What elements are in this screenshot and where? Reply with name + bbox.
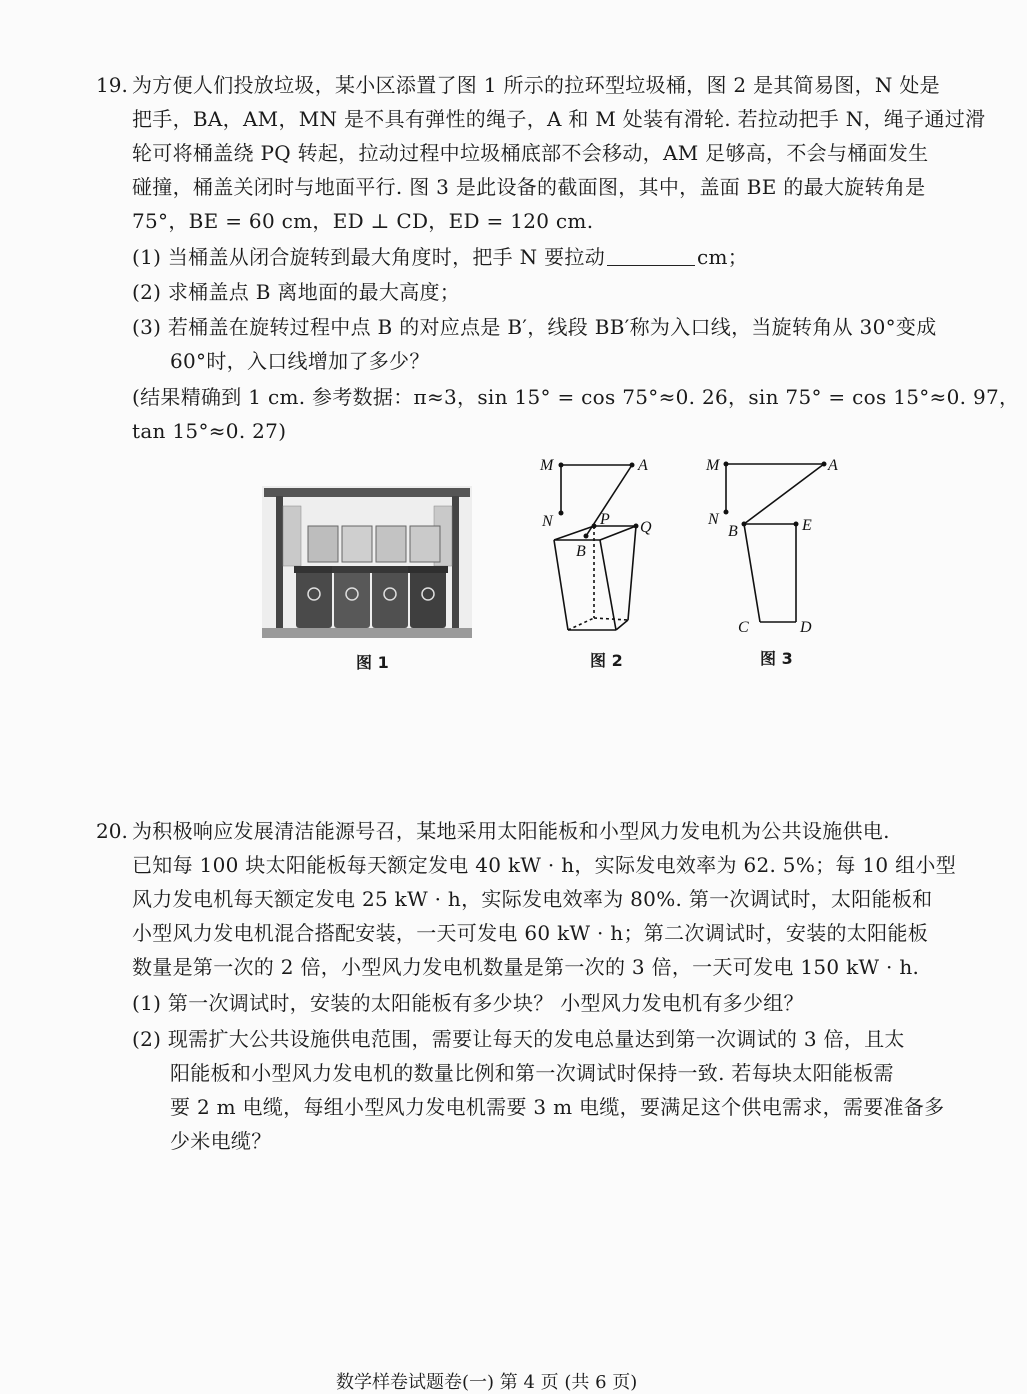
fig2-label-b: B — [576, 543, 586, 560]
q20-line-5: 数量是第一次的 2 倍，小型风力发电机数量是第一次的 3 倍，一天可发电 150 kW · h. — [132, 955, 920, 979]
fig2-label-a: A — [638, 457, 648, 474]
figure-3-diagram — [700, 450, 850, 640]
q19-number: 19. — [96, 73, 128, 97]
figure-1-caption: 图 1 — [356, 653, 389, 672]
figure-1-photo — [262, 486, 472, 638]
fig2-label-p: P — [600, 511, 610, 528]
q20-sub2-line-4: 少米电缆？ — [170, 1129, 272, 1153]
q19-line-3: 轮可将桶盖绕 PQ 转起，拉动过程中垃圾桶底部不会移动，AM 足够高，不会与桶面发生 — [132, 141, 929, 165]
fig3-label-d: D — [800, 619, 812, 636]
q19-note-line-1: (结果精确到 1 cm. 参考数据：π≈3，sin 15° = cos 75°≈0. 26，sin 75° = cos 15°≈0. 97， — [132, 385, 1020, 409]
q19-note-line-2: tan 15°≈0. 27) — [132, 419, 287, 443]
page-footer: 数学样卷试题卷(一) 第 4 页 (共 6 页) — [336, 1372, 638, 1393]
q20-sub1: (1) 第一次调试时，安装的太阳能板有多少块？ 小型风力发电机有多少组？ — [132, 991, 804, 1015]
fig3-label-c: C — [738, 619, 749, 636]
q19-line-5: 75°，BE = 60 cm，ED ⊥ CD，ED = 120 cm. — [132, 209, 594, 233]
q20-number: 20. — [96, 819, 128, 843]
fig3-label-b: B — [728, 523, 738, 540]
answer-blank — [607, 247, 695, 266]
fig2-label-m: M — [540, 457, 554, 474]
q20-line-4: 小型风力发电机混合搭配安装，一天可发电 60 kW · h；第二次调试时，安装的太阳能板 — [132, 921, 928, 945]
q20-line-1: 为积极响应发展清洁能源号召，某地采用太阳能板和小型风力发电机为公共设施供电. — [132, 819, 890, 843]
fig3-label-m: M — [706, 457, 720, 474]
fig3-label-e: E — [802, 517, 812, 534]
q19-sub1-text: (1) 当桶盖从闭合旋转到最大角度时，把手 N 要拉动 — [132, 245, 606, 269]
q19-sub3-line-2: 60°时，入口线增加了多少？ — [170, 349, 430, 373]
fig2-label-q: Q — [640, 519, 652, 536]
fig2-label-n: N — [542, 513, 553, 530]
figure-2-diagram — [530, 450, 670, 640]
fig3-label-n: N — [708, 511, 719, 528]
figure-3-caption: 图 3 — [760, 649, 793, 668]
fig3-label-a: A — [828, 457, 838, 474]
q19-line-1: 为方便人们投放垃圾，某小区添置了图 1 所示的拉环型垃圾桶，图 2 是其简易图，N 处是 — [132, 73, 940, 97]
q20-sub2-line-3: 要 2 m 电缆，每组小型风力发电机需要 3 m 电缆，要满足这个供电需求，需要准备多 — [170, 1095, 945, 1119]
q20-sub2-line-2: 阳能板和小型风力发电机的数量比例和第一次调试时保持一致. 若每块太阳能板需 — [170, 1061, 894, 1085]
q19-line-2: 把手，BA，AM，MN 是不具有弹性的绳子，A 和 M 处装有滑轮. 若拉动把手 N，绳子通过滑 — [132, 107, 986, 131]
q19-sub1 — [132, 244, 748, 270]
figure-2-caption: 图 2 — [590, 651, 623, 670]
q19-sub1-unit: cm； — [697, 245, 749, 269]
q19-sub2: (2) 求桶盖点 B 离地面的最大高度； — [132, 280, 461, 304]
q19-line-4: 碰撞，桶盖关闭时与地面平行. 图 3 是此设备的截面图，其中，盖面 BE 的最大旋转角是 — [132, 175, 926, 199]
q20-line-2: 已知每 100 块太阳能板每天额定发电 40 kW · h，实际发电效率为 62. 5%；每 10 组小型 — [132, 853, 956, 877]
q20-sub2-line-1: (2) 现需扩大公共设施供电范围，需要让每天的发电总量达到第一次调试的 3 倍，且太 — [132, 1027, 905, 1051]
q19-sub3-line-1: (3) 若桶盖在旋转过程中点 B 的对应点是 B′，线段 BB′称为入口线，当旋转角从 30°变成 — [132, 315, 937, 339]
q20-line-3: 风力发电机每天额定发电 25 kW · h，实际发电效率为 80%. 第一次调试时，太阳能板和 — [132, 887, 933, 911]
